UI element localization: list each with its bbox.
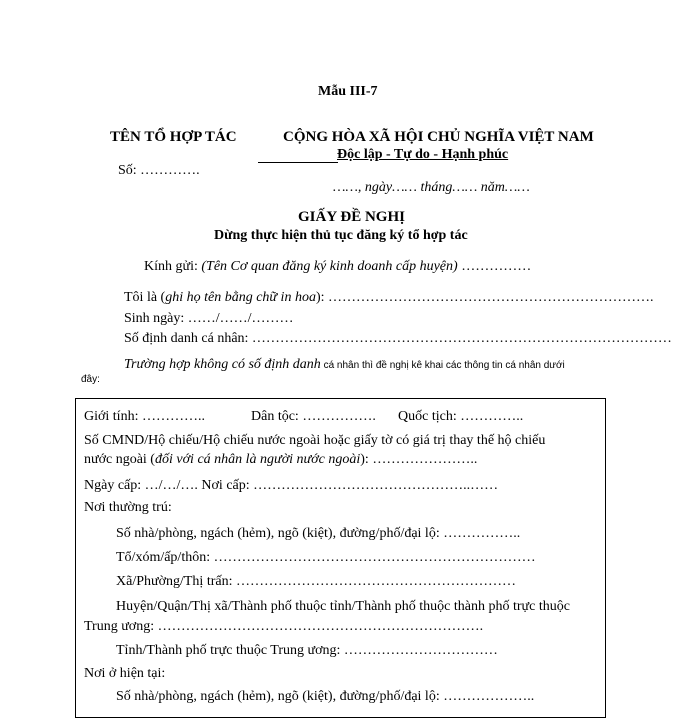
name-prefix: Tôi là ( xyxy=(124,290,166,305)
document-number: Số: …………. xyxy=(118,163,200,178)
addressee-agency: (Tên Cơ quan đăng ký kinh doanh cấp huyện) xyxy=(201,259,458,274)
form-code: Mẫu III-7 xyxy=(318,84,378,99)
motto: Độc lập - Tự do - Hạnh phúc xyxy=(337,147,509,162)
nation-heading: CỘNG HÒA XÃ HỘI CHỦ NGHĨA VIỆT NAM xyxy=(283,129,594,145)
name-dots: ): ……………………………………………………………. xyxy=(315,290,654,305)
passport-dots: ): ………………….. xyxy=(360,452,478,467)
issue-line: Ngày cấp: …/…/…. Nơi cấp: ………………………………………..…… xyxy=(84,478,499,493)
birth-line: Sinh ngày: ……/……/……… xyxy=(124,311,294,326)
street-field: Số nhà/phòng, ngách (hẻm), ngõ (kiệt), đường/phố/đại lộ: …………….. xyxy=(116,526,521,541)
case-note-rest: cá nhân thì đề nghị kê khai các thông tin cá nhân dưới xyxy=(320,360,565,371)
nationality-field: Quốc tịch: ………….. xyxy=(398,409,524,424)
passport-line-1: Số CMND/Hộ chiếu/Hộ chiếu nước ngoài hoặc giấy tờ có giá trị thay thế hộ chiếu xyxy=(84,433,546,448)
passport-note: đối với cá nhân là người nước ngoài xyxy=(154,452,361,467)
ethnicity-field: Dân tộc: ……………. xyxy=(251,409,376,424)
name-line xyxy=(124,290,654,306)
passport-line-2 xyxy=(84,452,477,468)
case-note-italic: Trường hợp không có số định danh xyxy=(124,357,321,372)
province-field: Tỉnh/Thành phố trực thuộc Trung ương: …………………………… xyxy=(116,643,498,658)
document-title: GIẤY ĐỀ NGHỊ xyxy=(298,209,405,225)
name-hint: ghi họ tên bằng chữ in hoa xyxy=(165,290,316,305)
district-line-2: Trung ương: ……………………………………………………………. xyxy=(84,619,484,634)
ward-field: Xã/Phường/Thị trấn: …………………………………………………… xyxy=(116,574,516,589)
gender-field: Giới tính: ………….. xyxy=(84,409,205,424)
district-line-1: Huyện/Quận/Thị xã/Thành phố thuộc tỉnh/Thành phố thuộc thành phố trực thuộc xyxy=(116,599,570,614)
id-line: Số định danh cá nhân: ……………………………………………………………………………… xyxy=(124,331,672,346)
permanent-residence-heading: Nơi thường trú: xyxy=(84,500,172,515)
addressee-dots: …………… xyxy=(457,259,532,274)
hamlet-field: Tổ/xóm/ấp/thôn: …………………………………………………………… xyxy=(116,550,536,565)
passport-prefix: nước ngoài ( xyxy=(84,452,155,467)
case-note-continued: đây: xyxy=(81,374,100,385)
org-name: TÊN TỔ HỢP TÁC xyxy=(110,129,237,145)
street-field-current: Số nhà/phòng, ngách (hẻm), ngõ (kiệt), đường/phố/đại lộ: ……………….. xyxy=(116,689,535,704)
date-line: ……, ngày…… tháng…… năm…… xyxy=(333,180,530,195)
underline-rule xyxy=(258,162,338,163)
addressee-prefix: Kính gửi: xyxy=(144,259,202,274)
addressee-line xyxy=(144,259,531,275)
current-residence-heading: Nơi ở hiện tại: xyxy=(84,666,166,681)
case-note xyxy=(124,355,565,373)
document-subtitle: Dừng thực hiện thủ tục đăng ký tổ hợp tác xyxy=(214,228,468,243)
